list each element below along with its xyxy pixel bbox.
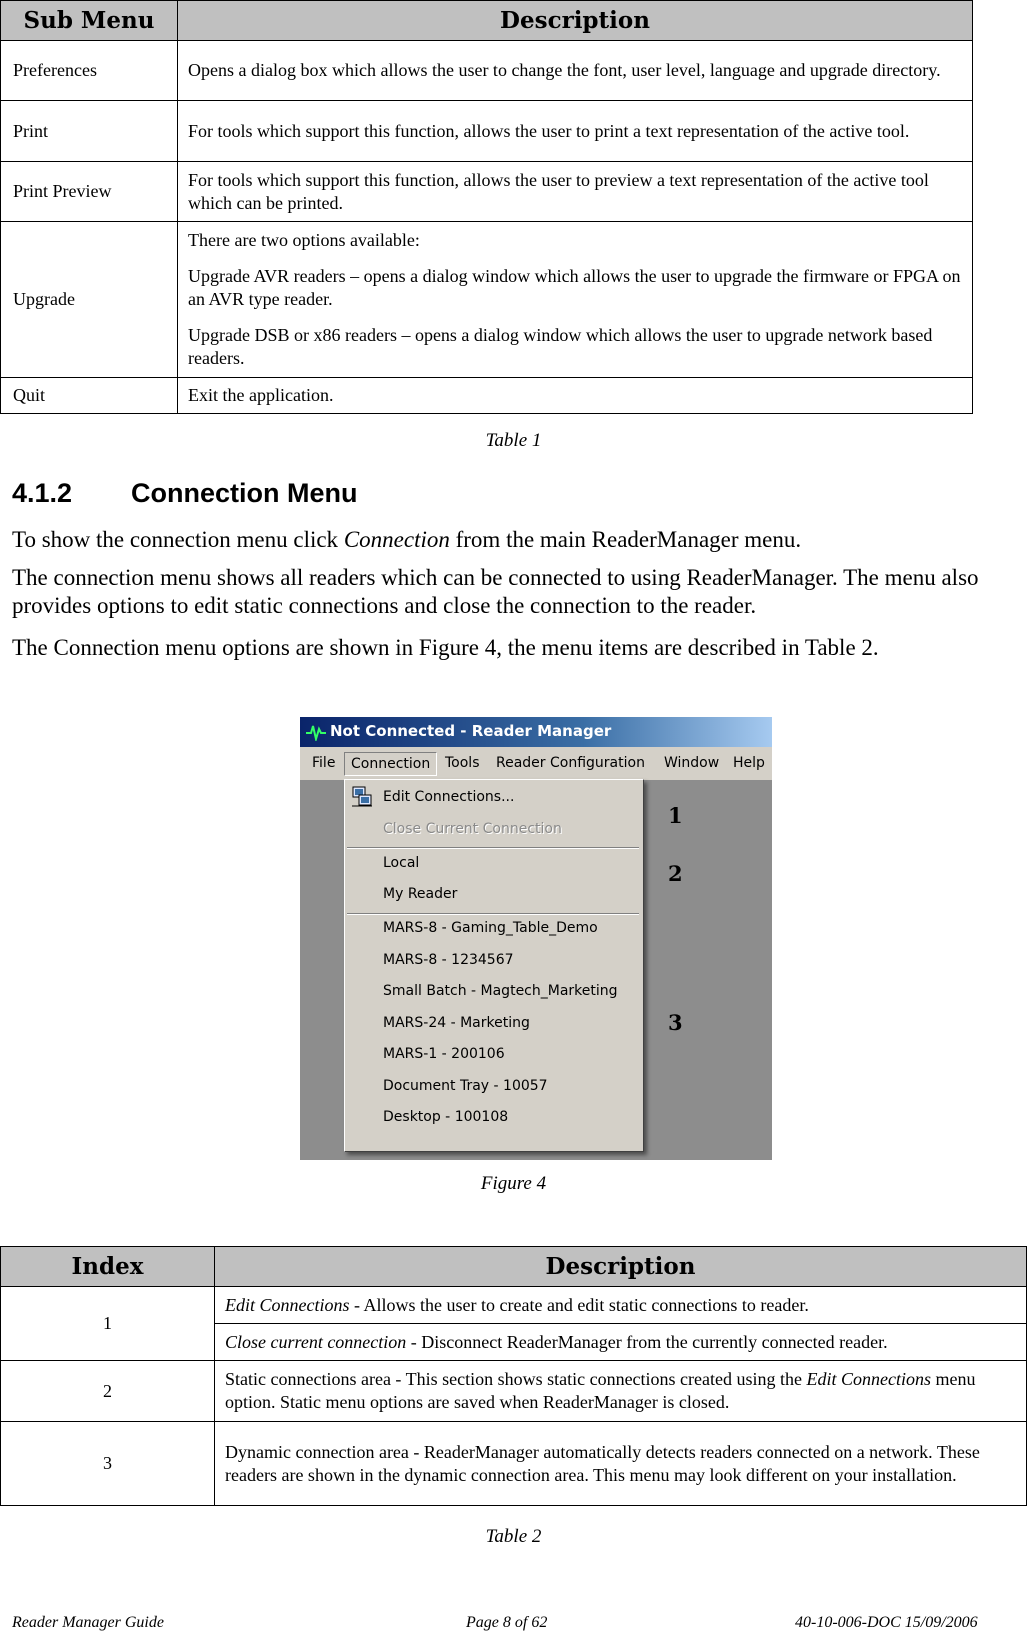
menu-item-static-connection[interactable]: My Reader — [383, 886, 458, 902]
emphasis: Edit Connections — [806, 1369, 932, 1389]
table-header-row — [1, 1, 973, 41]
section-number: 4.1.2 — [12, 478, 73, 508]
upgrade-intro: There are two options available: — [188, 230, 420, 250]
app-waveform-icon — [306, 723, 326, 741]
menu-item-static-connection[interactable]: Local — [383, 855, 420, 871]
table-row — [1, 1361, 1027, 1422]
menu-item-dynamic-connection[interactable]: Desktop - 100108 — [383, 1109, 509, 1125]
callout-2: 2 — [668, 861, 683, 886]
index-cell: 2 — [1, 1361, 215, 1422]
index-cell: 3 — [1, 1422, 215, 1506]
submenu-name: Preferences — [1, 41, 178, 101]
figure4-caption: Figure 4 — [480, 1173, 547, 1194]
footer-page-number: Page 8 of 62 — [466, 1614, 548, 1631]
menu-item-dynamic-connection[interactable]: MARS-24 - Marketing — [383, 1015, 530, 1031]
menu-help[interactable]: Help — [733, 755, 765, 771]
description-cell — [215, 1324, 1027, 1361]
header-submenu: Sub Menu — [1, 1, 178, 41]
table-row — [1, 41, 973, 101]
menu-item-dynamic-connection[interactable]: MARS-8 - Gaming_Table_Demo — [383, 920, 598, 936]
header-index: Index — [1, 1247, 215, 1287]
table-row — [1, 222, 973, 378]
table-row — [1, 378, 973, 414]
menu-item-edit-connections[interactable]: Edit Connections... — [383, 789, 515, 805]
index-cell: 1 — [1, 1287, 215, 1361]
network-computers-icon — [351, 786, 373, 808]
menu-separator — [347, 847, 639, 849]
text-run: To show the connection menu click — [12, 527, 344, 552]
submenu-description: Opens a dialog box which allows the user to change the font, user level, language and upgrade directory. — [178, 41, 973, 101]
table-row — [1, 1287, 1027, 1324]
description-cell — [215, 1287, 1027, 1324]
description-cell: Dynamic connection area - ReaderManager automatically detects readers connected on a network. These readers are shown in the dynamic connection area. This menu may look different on your installation. — [215, 1422, 1027, 1506]
emphasis: Connection — [343, 527, 450, 552]
paragraph: The Connection menu options are shown in Figure 4, the menu items are described in Table 2. — [12, 635, 879, 660]
text-run: - Disconnect ReaderManager from the currently connected reader. — [406, 1331, 888, 1352]
menu-reader-configuration[interactable]: Reader Configuration — [496, 755, 645, 771]
window-title: Not Connected - Reader Manager — [330, 722, 612, 740]
table-row — [1, 1422, 1027, 1506]
text-run: menu option. Static menu options are saved when ReaderManager is closed. — [225, 1369, 976, 1412]
table1-caption: Table 1 — [485, 430, 542, 451]
menu-item-dynamic-connection[interactable]: MARS-8 - 1234567 — [383, 952, 514, 968]
header-description: Description — [215, 1247, 1027, 1287]
menu-item-dynamic-connection[interactable]: Small Batch - Magtech_Marketing — [383, 983, 618, 999]
submenu-description: For tools which support this function, allows the user to preview a text representation of the active tool which can be printed. — [178, 162, 973, 222]
menu-separator — [347, 913, 639, 915]
header-description: Description — [178, 1, 973, 41]
text-run: Static connections area - This section shows static connections created using the — [225, 1369, 807, 1389]
submenu-name: Quit — [1, 378, 178, 414]
menu-item-close-current-connection[interactable]: Close Current Connection — [383, 821, 562, 837]
text-run: - Allows the user to create and edit static connections to reader. — [349, 1294, 809, 1315]
connection-menu-screenshot — [300, 717, 772, 1160]
paragraph — [12, 526, 1017, 554]
paragraph: The connection menu shows all readers which can be connected to using ReaderManager. The menu also provides options to edit static connections and close the connection to the reader. — [12, 565, 979, 618]
menu-connection[interactable]: Connection — [344, 752, 437, 776]
table-row — [1, 162, 973, 222]
submenu-name: Print — [1, 101, 178, 162]
emphasis: Close current connection — [225, 1331, 407, 1352]
upgrade-dsb: Upgrade DSB or x86 readers – opens a dialog window which allows the user to upgrade network based readers. — [188, 325, 933, 368]
menu-item-dynamic-connection[interactable]: Document Tray - 10057 — [383, 1078, 548, 1094]
table-row — [1, 101, 973, 162]
text-run: from the main ReaderManager menu. — [449, 527, 802, 552]
menu-tools[interactable]: Tools — [445, 755, 480, 771]
footer-document-code: 40-10-006-DOC 15/09/2006 — [795, 1614, 978, 1631]
connection-dropdown — [344, 779, 644, 1152]
description-cell — [215, 1361, 1027, 1422]
upgrade-avr: Upgrade AVR readers – opens a dialog window which allows the user to upgrade the firmware or FPGA on an AVR type reader. — [188, 266, 961, 309]
callout-3: 3 — [668, 1010, 683, 1035]
table2-caption: Table 2 — [485, 1526, 542, 1547]
submenu-description — [178, 222, 973, 378]
connection-index-table — [0, 1246, 1027, 1506]
window-titlebar — [300, 717, 772, 747]
submenu-table — [0, 0, 973, 414]
footer-document-title: Reader Manager Guide — [12, 1614, 164, 1631]
table-header-row — [1, 1247, 1027, 1287]
submenu-description: Exit the application. — [178, 378, 973, 414]
submenu-name: Upgrade — [1, 222, 178, 378]
submenu-description: For tools which support this function, allows the user to print a text representation of the active tool. — [178, 101, 973, 162]
emphasis: Edit Connections — [225, 1294, 350, 1315]
callout-1: 1 — [668, 803, 683, 828]
menu-file[interactable]: File — [312, 755, 336, 771]
submenu-name: Print Preview — [1, 162, 178, 222]
menu-window[interactable]: Window — [664, 755, 720, 771]
section-title: Connection Menu — [131, 478, 358, 508]
menu-item-dynamic-connection[interactable]: MARS-1 - 200106 — [383, 1046, 505, 1062]
menu-bar — [300, 747, 772, 780]
